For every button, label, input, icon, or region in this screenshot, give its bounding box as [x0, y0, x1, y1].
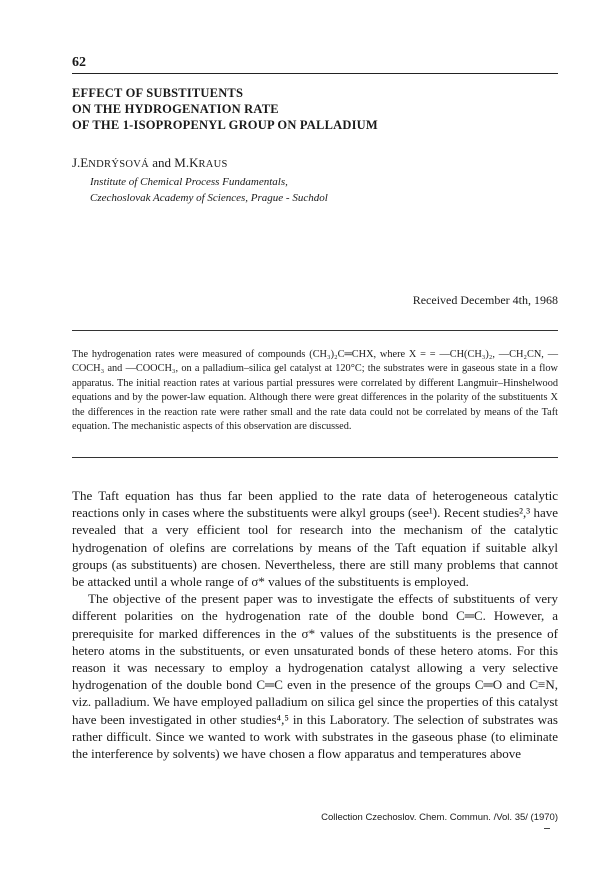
author-1-surname: NDRÝSOVÁ	[88, 159, 149, 170]
body-text	[72, 487, 558, 762]
affiliation	[90, 174, 328, 206]
page-number: 62	[72, 55, 86, 70]
footer-mark	[544, 828, 550, 829]
author-2-initial: M.K	[174, 155, 199, 170]
paragraph: The objective of the present paper was to investigate the effects of substituents of very different polarities on the hydrogenation rate of the double bond C═C. However, a prerequisite for marked differences in the σ* values of the substituents is the presence of hetero atoms in the substituents, or even unsaturated bonds of these hetero atoms. For this reason it was necessary to employ a hydrogenation catalyst allowing a very selective hydrogenation of the double bond C═C even in the presence of the groups C═O and C≡N, viz. palladium. We have employed palladium on silica gel since the properties of this catalyst have been investigated in other studies⁴,⁵ in this Laboratory. The selection of substrates was rather difficult. Since we wanted to work with substrates in the gaseous phase (to eliminate the interference by solvents) we have chosen a flow apparatus and temperatures above	[72, 591, 558, 762]
header-rule	[72, 73, 558, 74]
author-conjunction: and	[152, 155, 172, 170]
title-line: EFFECT OF SUBSTITUENTS	[72, 86, 244, 100]
article-title	[72, 85, 542, 133]
received-date: Received December 4th, 1968	[412, 293, 558, 307]
abstract-top-rule	[72, 330, 558, 331]
title-line: ON THE HYDROGENATION RATE	[72, 102, 279, 116]
title-line: OF THE 1-ISOPROPENYL GROUP ON PALLADIUM	[72, 118, 378, 132]
author-1-initial: J.E	[72, 155, 89, 170]
affiliation-line: Czechoslovak Academy of Sciences, Prague - Suchdol	[90, 192, 328, 204]
author-2-surname: RAUS	[198, 159, 228, 170]
affiliation-line: Institute of Chemical Process Fundamentals,	[90, 176, 288, 188]
paragraph: The Taft equation has thus far been applied to the rate data of heterogeneous catalytic reactions only in cases where the substituents were alkyl groups (see¹). Recent studies²,³ have revealed that a very efficient tool for research into the mechanism of the catalytic hydrogenation of olefins are correlations by means of the Taft equation if suitable alkyl groups (as substituents) are chosen. Nevertheless, there are still many problems that cannot be attacked until a whole range of σ* values of the substituents is employed.	[72, 488, 558, 590]
journal-footer: Collection Czechoslov. Chem. Commun. /Vol. 35/ (1970)	[321, 812, 558, 823]
abstract-bottom-rule	[72, 457, 558, 458]
abstract: The hydrogenation rates were measured of compounds (CH₃)₂C═CHX, where X = = —CH(CH₃)₂, —CH₂CN, —COCH₃ and —COOCH₃, on a palladium–silica gel catalyst at 120°C; the substrates were in gaseous state in a flow apparatus. The initial reaction rates at various partial pressures were correlated by different Langmuir–Hinshelwood equations and by the power-law equation. Although there were great differences in the polarity of the substituents X the differences in the reaction rate were rather small and the rate data could not be correlated by means of the Taft equation. The mechanistic aspects of this observation are discussed.	[72, 349, 558, 433]
author-line	[72, 155, 228, 171]
